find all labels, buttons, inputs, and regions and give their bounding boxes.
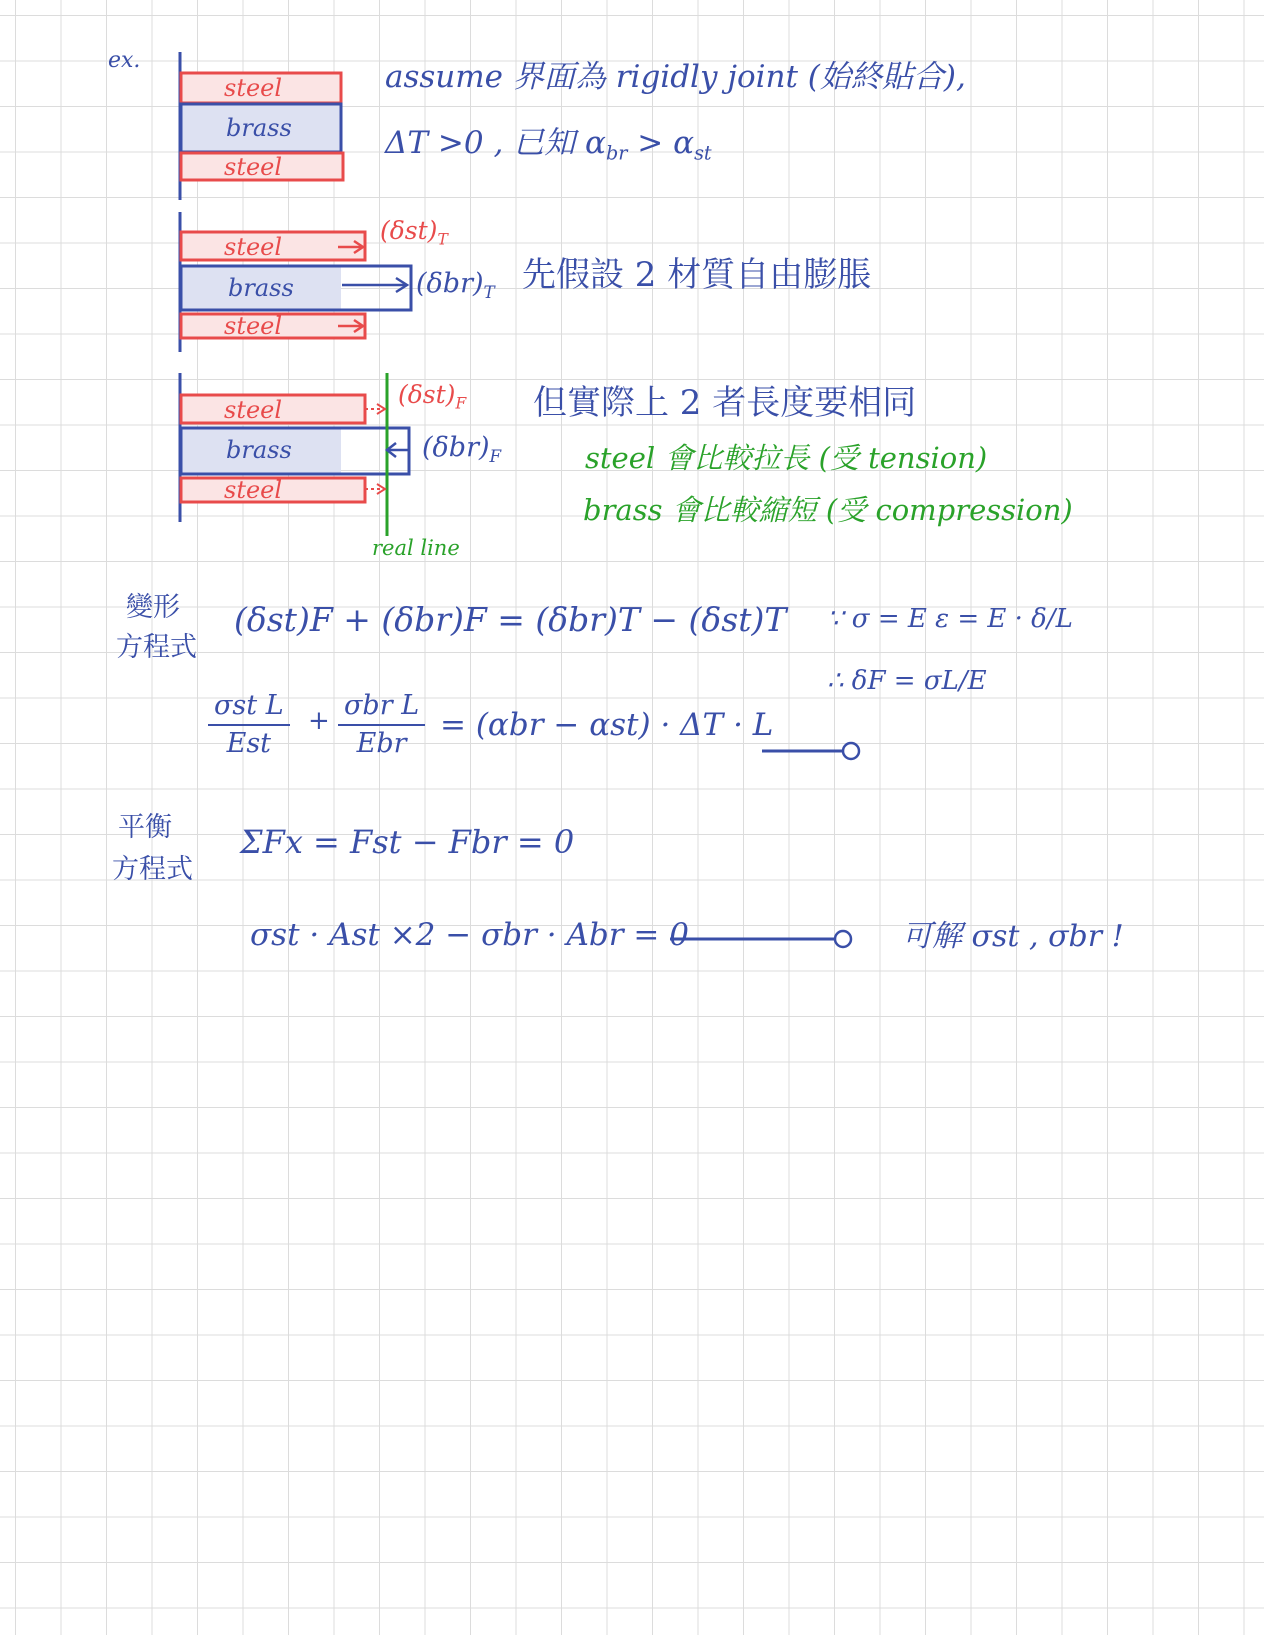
frac-st (208, 690, 290, 761)
real-line-label: real line (372, 536, 460, 560)
frac-st-den: Est (226, 728, 272, 760)
frac-plus: + (308, 706, 330, 736)
frac-br-num: σbr L (338, 690, 425, 726)
steel-label-2-top: steel (224, 233, 283, 261)
steel-label-2-bottom: steel (224, 312, 283, 340)
diagram2-bars (180, 212, 411, 352)
steel-label-1-top: steel (224, 74, 283, 102)
equil-title-1: 平衡 (118, 812, 172, 843)
example-label: ex. (108, 48, 141, 73)
delta-br-force: $(\delta br)_F$ (422, 432, 502, 466)
compat-title-1: 變形 (126, 592, 180, 623)
frac-br (338, 690, 425, 761)
stress-strain-note: ∵ σ = E ε = E · δ/L (827, 604, 1073, 634)
equil-equation-2: σst · Ast ×2 − σbr · Abr = 0 (250, 917, 689, 953)
brass-label-1: brass (226, 114, 292, 142)
solve-note: 可解 σst , σbr ! (902, 919, 1124, 954)
delta-br-thermal: $(\delta br)_T$ (416, 268, 495, 302)
frac-br-den: Ebr (356, 728, 407, 760)
alpha-condition: ΔT >0 , 已知 $\alpha_{br} > \alpha_{st}$ (385, 125, 712, 165)
delta-st-force: $(\delta st)_F$ (398, 380, 467, 413)
equil-title-2: 方程式 (112, 854, 193, 885)
compat-equation: (δst)F + (δbr)F = (δbr)T − (δst)T (234, 600, 787, 639)
frac-st-num: σst L (208, 690, 290, 726)
brass-compression-note: brass 會比較縮短 (受 compression) (583, 493, 1073, 527)
assume-note: assume 界面為 rigidly joint (始終貼合), (385, 59, 966, 95)
steel-label-3-bottom: steel (224, 476, 283, 504)
compat-rhs: = (αbr − αst) · ΔT · L (440, 707, 774, 743)
compat-title-2: 方程式 (116, 632, 197, 663)
delta-st-thermal: $(\delta st)_T$ (380, 216, 448, 249)
brass-label-2: brass (228, 274, 294, 302)
equil-equation-1: ΣFx = Fst − Fbr = 0 (240, 823, 575, 861)
steel-label-1-bottom: steel (224, 153, 283, 181)
brass-label-3: brass (226, 436, 292, 464)
steel-tension-note: steel 會比較拉長 (受 tension) (585, 441, 988, 475)
free-expansion-note: 先假設 2 材質自由膨脹 (522, 255, 872, 295)
diagram3-bars (180, 373, 409, 536)
same-length-note: 但實際上 2 者長度要相同 (533, 383, 917, 423)
delta-f-note: ∴ δF = σL/E (827, 666, 987, 696)
steel-label-3-top: steel (224, 396, 283, 424)
